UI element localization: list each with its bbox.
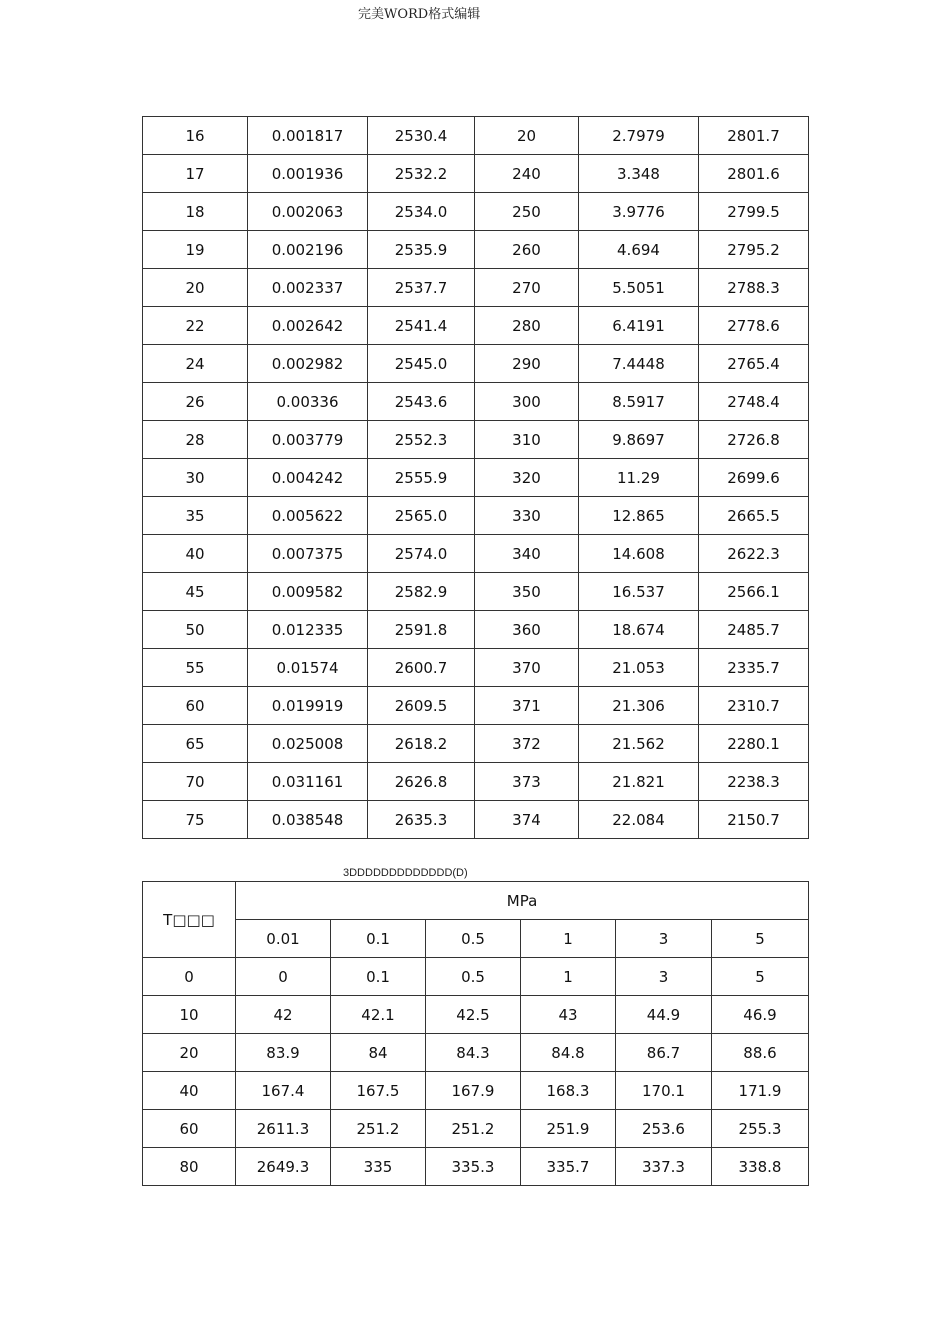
table-cell: 250	[475, 193, 579, 231]
table-cell: 2530.4	[368, 117, 475, 155]
table-cell: 0.038548	[248, 801, 368, 839]
table-row	[143, 269, 809, 307]
table-cell: 0	[236, 958, 331, 996]
table-row	[143, 383, 809, 421]
table-cell: 55	[143, 649, 248, 687]
table-cell: 2635.3	[368, 801, 475, 839]
table-cell: 2574.0	[368, 535, 475, 573]
table-cell: 2799.5	[699, 193, 809, 231]
table-row	[143, 1034, 809, 1072]
table-cell: 16.537	[579, 573, 699, 611]
table-row	[143, 307, 809, 345]
steam-table-1	[142, 116, 809, 839]
table-cell: 11.29	[579, 459, 699, 497]
table-cell: 335.7	[521, 1148, 616, 1186]
table-cell: 7.4448	[579, 345, 699, 383]
table-caption: 3DDDDDDDDDDDDD(D)	[343, 867, 468, 879]
table-cell: 2622.3	[699, 535, 809, 573]
table-cell: 0.002196	[248, 231, 368, 269]
table-cell: 0.009582	[248, 573, 368, 611]
table-cell: 253.6	[616, 1110, 712, 1148]
table-cell: 2545.0	[368, 345, 475, 383]
table-cell: 18.674	[579, 611, 699, 649]
table-cell: 0.031161	[248, 763, 368, 801]
table-cell: 2485.7	[699, 611, 809, 649]
table-cell: 2543.6	[368, 383, 475, 421]
table-cell: 21.562	[579, 725, 699, 763]
table-cell: 0.019919	[248, 687, 368, 725]
table-cell: 335.3	[426, 1148, 521, 1186]
table-cell: 2150.7	[699, 801, 809, 839]
table-cell: 0.007375	[248, 535, 368, 573]
table-cell: 310	[475, 421, 579, 459]
table-cell: 2591.8	[368, 611, 475, 649]
table-cell: 0.001936	[248, 155, 368, 193]
table-cell: 12.865	[579, 497, 699, 535]
table-cell: 2566.1	[699, 573, 809, 611]
table-row	[143, 763, 809, 801]
table-cell: 0.1	[331, 958, 426, 996]
table-cell: 251.9	[521, 1110, 616, 1148]
table-cell: 50	[143, 611, 248, 649]
table-cell: 0.002337	[248, 269, 368, 307]
table-cell: 8.5917	[579, 383, 699, 421]
table-cell: 5	[712, 958, 809, 996]
table-cell: 2582.9	[368, 573, 475, 611]
table-cell: 0.012335	[248, 611, 368, 649]
pressure-header-row	[143, 920, 809, 958]
table-cell: 35	[143, 497, 248, 535]
table-cell: 167.9	[426, 1072, 521, 1110]
table-cell: 3.348	[579, 155, 699, 193]
table-cell: 22	[143, 307, 248, 345]
table-cell: 0.004242	[248, 459, 368, 497]
table-cell: 0.00336	[248, 383, 368, 421]
pressure-header-cell: 1	[521, 920, 616, 958]
table-cell: 0.002642	[248, 307, 368, 345]
table-cell: 340	[475, 535, 579, 573]
table-cell: 2532.2	[368, 155, 475, 193]
table-cell: 65	[143, 725, 248, 763]
table-cell: 280	[475, 307, 579, 345]
table-cell: 30	[143, 459, 248, 497]
table-cell: 171.9	[712, 1072, 809, 1110]
table-cell: 2611.3	[236, 1110, 331, 1148]
table-cell: 42.5	[426, 996, 521, 1034]
table-cell: 44.9	[616, 996, 712, 1034]
pressure-header-cell: 5	[712, 920, 809, 958]
table-cell: 251.2	[426, 1110, 521, 1148]
table-row	[143, 649, 809, 687]
table-cell: 26	[143, 383, 248, 421]
table-cell: 372	[475, 725, 579, 763]
table-cell: 0.005622	[248, 497, 368, 535]
table-cell: 2310.7	[699, 687, 809, 725]
table-cell: 40	[143, 535, 248, 573]
table-cell: 0.5	[426, 958, 521, 996]
table-cell: 88.6	[712, 1034, 809, 1072]
table-cell: 2565.0	[368, 497, 475, 535]
table-cell: 2.7979	[579, 117, 699, 155]
table-cell: 370	[475, 649, 579, 687]
table-row	[143, 1072, 809, 1110]
table-cell: 20	[475, 117, 579, 155]
table-cell: 83.9	[236, 1034, 331, 1072]
table-cell: 2778.6	[699, 307, 809, 345]
table-cell: 21.821	[579, 763, 699, 801]
table-cell: 240	[475, 155, 579, 193]
table-cell: 84	[331, 1034, 426, 1072]
table-cell: 9.8697	[579, 421, 699, 459]
table-cell: 2555.9	[368, 459, 475, 497]
pressure-header-cell: 3	[616, 920, 712, 958]
enthalpy-table	[142, 881, 809, 1186]
table-cell: 21.053	[579, 649, 699, 687]
table-cell: 24	[143, 345, 248, 383]
table-cell: 46.9	[712, 996, 809, 1034]
table-cell: 2552.3	[368, 421, 475, 459]
table-cell: 335	[331, 1148, 426, 1186]
table-row	[143, 611, 809, 649]
table-cell: 70	[143, 763, 248, 801]
table-cell: 2699.6	[699, 459, 809, 497]
table-cell: 10	[143, 996, 236, 1034]
table-cell: 17	[143, 155, 248, 193]
table-cell: 300	[475, 383, 579, 421]
table-cell: 2609.5	[368, 687, 475, 725]
table-cell: 2535.9	[368, 231, 475, 269]
table-row	[143, 801, 809, 839]
table-cell: 2618.2	[368, 725, 475, 763]
table-row	[143, 725, 809, 763]
table-cell: 43	[521, 996, 616, 1034]
table-cell: 45	[143, 573, 248, 611]
table-cell: 2726.8	[699, 421, 809, 459]
table-cell: 270	[475, 269, 579, 307]
table-cell: 84.3	[426, 1034, 521, 1072]
table-cell: 0.01574	[248, 649, 368, 687]
table-row	[143, 193, 809, 231]
table-cell: 168.3	[521, 1072, 616, 1110]
table-cell: 2238.3	[699, 763, 809, 801]
table-cell: 5.5051	[579, 269, 699, 307]
table-row	[143, 345, 809, 383]
table-cell: 167.5	[331, 1072, 426, 1110]
table-cell: 2788.3	[699, 269, 809, 307]
pressure-header-cell: 0.5	[426, 920, 521, 958]
table-cell: 28	[143, 421, 248, 459]
table-cell: 6.4191	[579, 307, 699, 345]
table-cell: 18	[143, 193, 248, 231]
table-cell: 167.4	[236, 1072, 331, 1110]
table-cell: 3	[616, 958, 712, 996]
table-cell: 338.8	[712, 1148, 809, 1186]
table-cell: 84.8	[521, 1034, 616, 1072]
table-cell: 80	[143, 1148, 236, 1186]
table-cell: 2649.3	[236, 1148, 331, 1186]
table-row	[143, 1148, 809, 1186]
table-cell: 2801.7	[699, 117, 809, 155]
table-cell: 3.9776	[579, 193, 699, 231]
table-cell: 4.694	[579, 231, 699, 269]
table-cell: 1	[521, 958, 616, 996]
table-cell: 2795.2	[699, 231, 809, 269]
table-cell: 0.003779	[248, 421, 368, 459]
table-cell: 2280.1	[699, 725, 809, 763]
table-cell: 330	[475, 497, 579, 535]
table-row	[143, 573, 809, 611]
table-cell: 350	[475, 573, 579, 611]
table-cell: 75	[143, 801, 248, 839]
table-cell: 2600.7	[368, 649, 475, 687]
table-cell: 0.002063	[248, 193, 368, 231]
table-cell: 60	[143, 1110, 236, 1148]
table-row	[143, 958, 809, 996]
table-cell: 360	[475, 611, 579, 649]
table-cell: 2541.4	[368, 307, 475, 345]
table-header-row	[143, 882, 809, 920]
table-cell: 42.1	[331, 996, 426, 1034]
table-cell: 40	[143, 1072, 236, 1110]
table-cell: 374	[475, 801, 579, 839]
table-row	[143, 996, 809, 1034]
pressure-header-cell: 0.1	[331, 920, 426, 958]
table-cell: 20	[143, 269, 248, 307]
table-row	[143, 117, 809, 155]
table-cell: 373	[475, 763, 579, 801]
table-cell: 2748.4	[699, 383, 809, 421]
pressure-header-cell: 0.01	[236, 920, 331, 958]
page-header: 完美WORD格式编辑	[358, 7, 481, 22]
table-cell: 2537.7	[368, 269, 475, 307]
table-cell: 2801.6	[699, 155, 809, 193]
table-cell: 21.306	[579, 687, 699, 725]
table-cell: 20	[143, 1034, 236, 1072]
table-row	[143, 155, 809, 193]
pressure-unit-header: MPa	[236, 882, 809, 920]
table-cell: 22.084	[579, 801, 699, 839]
table-cell: 0.025008	[248, 725, 368, 763]
table-row	[143, 231, 809, 269]
table-cell: 260	[475, 231, 579, 269]
table-row	[143, 687, 809, 725]
temperature-header: T□□□	[143, 882, 236, 958]
table-cell: 2534.0	[368, 193, 475, 231]
table-row	[143, 1110, 809, 1148]
table-cell: 19	[143, 231, 248, 269]
table-cell: 255.3	[712, 1110, 809, 1148]
table-cell: 14.608	[579, 535, 699, 573]
table-cell: 86.7	[616, 1034, 712, 1072]
table-cell: 2665.5	[699, 497, 809, 535]
table-cell: 2335.7	[699, 649, 809, 687]
table-cell: 0.002982	[248, 345, 368, 383]
table-cell: 371	[475, 687, 579, 725]
table-cell: 0.001817	[248, 117, 368, 155]
table-cell: 290	[475, 345, 579, 383]
table-cell: 60	[143, 687, 248, 725]
table-cell: 42	[236, 996, 331, 1034]
table-cell: 2765.4	[699, 345, 809, 383]
table-row	[143, 535, 809, 573]
table-row	[143, 421, 809, 459]
table-cell: 2626.8	[368, 763, 475, 801]
table-cell: 251.2	[331, 1110, 426, 1148]
table-row	[143, 497, 809, 535]
table-row	[143, 459, 809, 497]
table-cell: 337.3	[616, 1148, 712, 1186]
table-cell: 16	[143, 117, 248, 155]
table-cell: 320	[475, 459, 579, 497]
table-cell: 170.1	[616, 1072, 712, 1110]
table-cell: 0	[143, 958, 236, 996]
